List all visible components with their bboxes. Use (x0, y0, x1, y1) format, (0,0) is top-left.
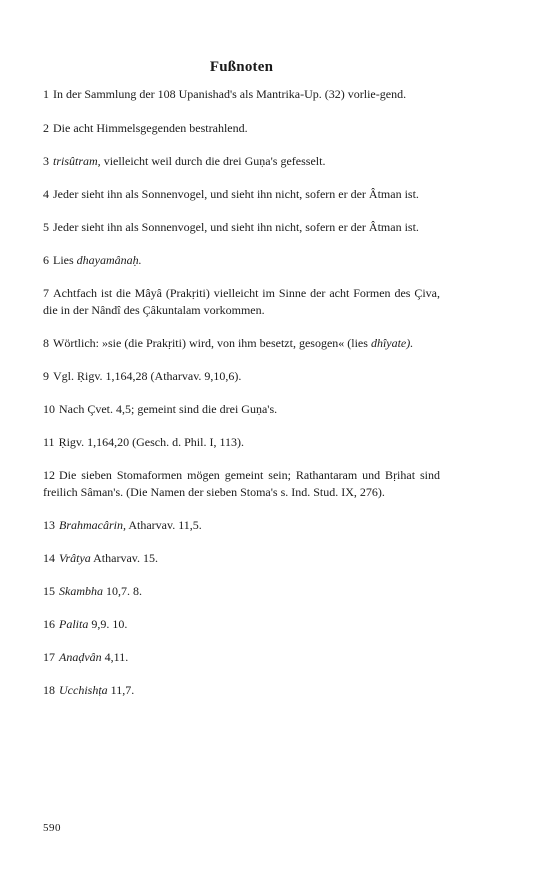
footnote-number: 1 (43, 87, 49, 101)
footnote-number: 11 (43, 435, 55, 449)
footnote-1 (43, 86, 440, 103)
footnote-text: 4,11. (101, 650, 129, 664)
footnote-number: 18 (43, 683, 55, 697)
footnote-number: 3 (43, 154, 49, 168)
footnote-italic-text: trisûtram, (53, 154, 101, 168)
footnote-2 (43, 120, 440, 137)
footnote-number: 16 (43, 617, 55, 631)
page-number: 590 (43, 822, 61, 834)
footnote-text: In der Sammlung der 108 Upanishad's als Mantrika-Up. (32) vorlie-gend. (53, 87, 407, 101)
footnote-text: Lies (53, 253, 77, 267)
footnote-text: 11,7. (107, 683, 135, 697)
footnote-text: 9,9. 10. (88, 617, 128, 631)
footnote-text: 10,7. 8. (103, 584, 142, 598)
footnote-number: 13 (43, 518, 55, 532)
footnote-text: Atharvav. 11,5. (126, 518, 202, 532)
footnote-16 (43, 616, 440, 633)
footnote-italic-text: Ucchishṭa (59, 683, 108, 697)
footnote-italic-text: Vrâtya (59, 551, 91, 565)
footnote-5 (43, 219, 440, 236)
footnote-number: 12 (43, 468, 55, 482)
footnote-number: 15 (43, 584, 55, 598)
footnote-12 (43, 467, 440, 501)
footnote-text: Atharvav. 15. (90, 551, 158, 565)
footnote-8 (43, 335, 440, 352)
footnote-15 (43, 583, 440, 600)
footnote-text: Die acht Himmelsgegenden bestrahlend. (53, 121, 248, 135)
footnote-text: Jeder sieht ihn als Sonnenvogel, und sieht ihn nicht, sofern er der Âtman ist. (53, 187, 419, 201)
footnote-number: 7 (43, 286, 49, 300)
footnote-number: 4 (43, 187, 49, 201)
footnote-text: vielleicht weil durch die drei Guṇa's gefesselt. (100, 154, 326, 168)
footnote-text: Jeder sieht ihn als Sonnenvogel, und sieht ihn nicht, sofern er der Âtman ist. (53, 220, 419, 234)
footnote-italic-text: Palita (59, 617, 89, 631)
footnote-7 (43, 285, 440, 319)
footnote-text: Achtfach ist die Mâyâ (Prakṛiti) vielleicht im Sinne der acht Formen des Çiva, die in der Nândî des Çâkuntalam vorkommen. (43, 286, 440, 317)
footnote-11 (43, 434, 440, 451)
footnote-text: Ṛigv. 1,164,20 (Gesch. d. Phil. I, 113). (58, 435, 244, 449)
footnote-4 (43, 186, 440, 203)
page-title: Fußnoten (209, 59, 274, 75)
footnote-italic-text: Anaḍvân (59, 650, 102, 664)
footnote-9 (43, 368, 440, 385)
footnote-number: 17 (43, 650, 55, 664)
footnote-number: 5 (43, 220, 49, 234)
footnote-text: Wörtlich: »sie (die Prakṛiti) wird, von ihm besetzt, gesogen« (lies (53, 336, 371, 350)
footnote-italic-text: Skambha (59, 584, 103, 598)
footnote-13 (43, 517, 440, 534)
footnote-18 (43, 682, 440, 699)
footnote-list (43, 86, 440, 715)
footnote-10 (43, 401, 440, 418)
footnote-number: 8 (43, 336, 49, 350)
footnote-6 (43, 252, 440, 269)
footnote-text: Vgl. Ṛigv. 1,164,28 (Atharvav. 9,10,6). (53, 369, 242, 383)
footnote-number: 10 (43, 402, 55, 416)
footnote-italic-text: dhîyate). (370, 336, 414, 350)
footnote-text: Die sieben Stomaformen mögen gemeint sein; Rathantaram und Bṛihat sind freilich Sâman's. (Die Namen der sieben Stoma's s. Ind. Stud. IX, 276). (43, 468, 440, 499)
footnote-number: 14 (43, 551, 55, 565)
footnote-14 (43, 550, 440, 567)
footnote-3 (43, 153, 440, 170)
footnote-italic-text: dhayamânaḥ. (76, 253, 142, 267)
footnote-text: Nach Çvet. 4,5; gemeint sind die drei Guṇa's. (59, 402, 278, 416)
footnote-number: 9 (43, 369, 49, 383)
footnote-number: 6 (43, 253, 49, 267)
footnote-17 (43, 649, 440, 666)
footnote-italic-text: Brahmacârin, (59, 518, 126, 532)
footnote-number: 2 (43, 121, 49, 135)
